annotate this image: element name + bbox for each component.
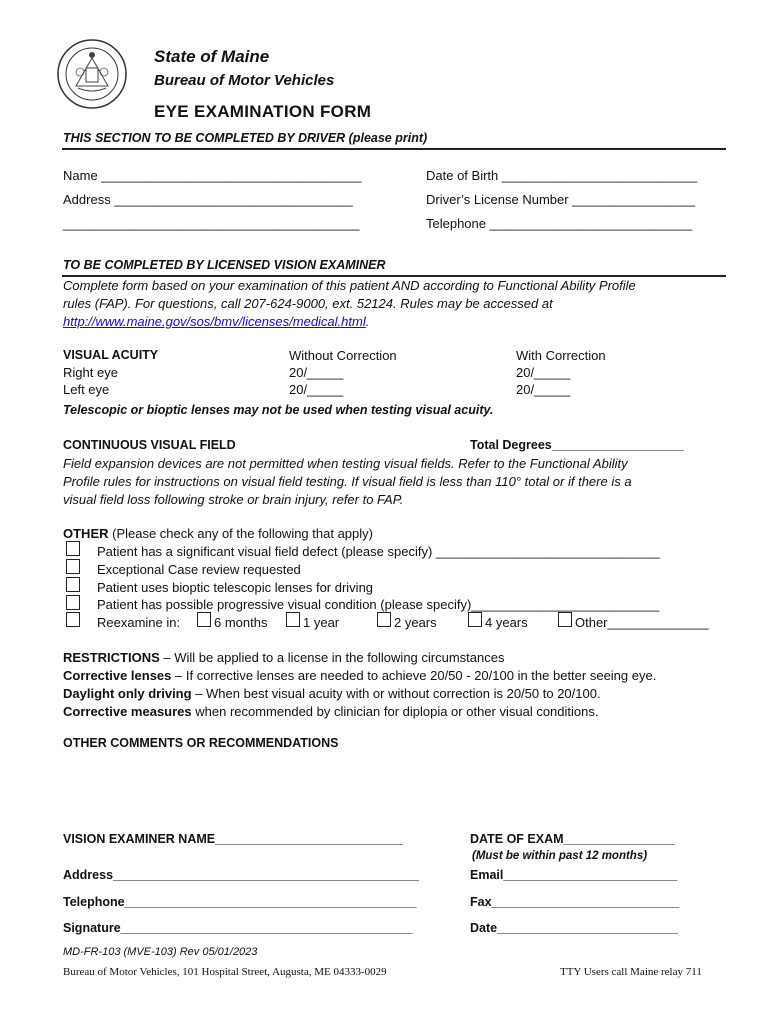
driver-section-heading: THIS SECTION TO BE COMPLETED BY DRIVER (please print)	[63, 131, 428, 145]
examiner-name-field[interactable]: VISION EXAMINER NAME___________________________	[63, 832, 403, 846]
comments-heading: OTHER COMMENTS OR RECOMMENDATIONS	[63, 736, 339, 750]
right-without-field[interactable]: 20/_____	[289, 365, 344, 380]
option-label: 6 months	[214, 615, 268, 630]
footer-tty: TTY Users call Maine relay 711	[560, 966, 702, 978]
rules-link[interactable]: http://www.maine.gov/sos/bmv/licenses/medical.html	[63, 314, 366, 329]
footer-address: Bureau of Motor Vehicles, 101 Hospital Street, Augusta, ME 04333-0029	[63, 966, 387, 978]
signature-date-field[interactable]: Date__________________________	[470, 921, 678, 935]
dob-field[interactable]: Date of Birth ___________________________	[426, 168, 698, 183]
restriction-daylight-only: Daylight only driving – When best visual acuity with or without correction is 20/50 to 20/100.	[63, 686, 601, 701]
state-name: State of Maine	[154, 47, 270, 66]
form-id: MD-FR-103 (MVE-103) Rev 05/01/2023	[63, 946, 258, 958]
without-correction-label: Without Correction	[289, 348, 397, 363]
examiner-instructions-1: Complete form based on your examination of this patient AND according to Functional Ability Profile	[63, 278, 636, 293]
left-without-field[interactable]: 20/_____	[289, 382, 344, 397]
progressive-condition-checkbox[interactable]	[66, 595, 80, 610]
date-of-exam-field[interactable]: DATE OF EXAM________________	[470, 832, 675, 846]
examiner-section-heading: TO BE COMPLETED BY LICENSED VISION EXAMINER	[63, 258, 386, 272]
two-years-checkbox[interactable]	[377, 612, 391, 627]
total-degrees-field[interactable]: Total Degrees___________________	[470, 438, 684, 452]
right-with-field[interactable]: 20/_____	[516, 365, 571, 380]
reexamine-label: Reexamine in:	[97, 615, 181, 630]
field-note-2: Profile rules for instructions on visual field testing. If visual field is less than 110° total or if there is a	[63, 474, 632, 489]
with-correction-label: With Correction	[516, 348, 606, 363]
bureau-name: Bureau of Motor Vehicles	[154, 72, 335, 89]
option-label: Other______________	[575, 615, 709, 630]
section-divider	[62, 275, 726, 277]
other-item-label: Exceptional Case review requested	[97, 562, 301, 577]
acuity-note: Telescopic or bioptic lenses may not be used when testing visual acuity.	[63, 403, 494, 417]
examiner-instructions-2: rules (FAP). For questions, call 207-624-9000, ext. 52124. Rules may be accessed at	[63, 296, 553, 311]
examiner-fax-field[interactable]: Fax___________________________	[470, 895, 680, 909]
option-label: 2 years	[394, 615, 437, 630]
left-with-field[interactable]: 20/_____	[516, 382, 571, 397]
other-heading: OTHER (Please check any of the following that apply)	[63, 526, 373, 541]
six-months-checkbox[interactable]	[197, 612, 211, 627]
other-item-label: Patient has possible progressive visual condition (please specify)__________________________	[97, 597, 660, 612]
license-number-field[interactable]: Driver’s License Number _________________	[426, 192, 696, 207]
option-label: 4 years	[485, 615, 528, 630]
exceptional-case-checkbox[interactable]	[66, 559, 80, 574]
restriction-corrective-measures: Corrective measures when recommended by clinician for diplopia or other visual conditions.	[63, 704, 599, 719]
reexamine-checkbox[interactable]	[66, 612, 80, 627]
examiner-address-field[interactable]: Address____________________________________________	[63, 868, 419, 882]
other-item-label: Patient uses bioptic telescopic lenses for driving	[97, 580, 374, 595]
maine-state-seal	[56, 38, 128, 110]
right-eye-label: Right eye	[63, 365, 118, 380]
visual-field-heading: CONTINUOUS VISUAL FIELD	[63, 438, 236, 452]
visual-field-defect-checkbox[interactable]	[66, 541, 80, 556]
restriction-corrective-lenses: Corrective lenses – If corrective lenses are needed to achieve 20/50 - 20/100 in the better seeing eye.	[63, 668, 657, 683]
other-checkbox[interactable]	[558, 612, 572, 627]
visual-acuity-heading: VISUAL ACUITY	[63, 348, 159, 362]
one-year-checkbox[interactable]	[286, 612, 300, 627]
examiner-instructions-3: http://www.maine.gov/sos/bmv/licenses/medical.html.	[63, 314, 370, 329]
field-note-3: visual field loss following stroke or brain injury, refer to FAP.	[63, 492, 404, 507]
section-divider	[62, 148, 726, 150]
form-title: EYE EXAMINATION FORM	[154, 102, 372, 121]
name-field[interactable]: Name ____________________________________	[63, 168, 362, 183]
bioptic-lenses-checkbox[interactable]	[66, 577, 80, 592]
telephone-field[interactable]: Telephone ____________________________	[426, 216, 693, 231]
field-note-1: Field expansion devices are not permitted when testing visual fields. Refer to the Functional Ability	[63, 456, 628, 471]
other-item-label: Patient has a significant visual field defect (please specify) _______________________________	[97, 544, 661, 559]
option-label: 1 year	[303, 615, 340, 630]
address-line2-field[interactable]: _________________________________________	[63, 216, 360, 231]
examiner-telephone-field[interactable]: Telephone__________________________________________	[63, 895, 417, 909]
comments-area[interactable]	[63, 756, 723, 826]
four-years-checkbox[interactable]	[468, 612, 482, 627]
examiner-email-field[interactable]: Email_________________________	[470, 868, 678, 882]
signature-field[interactable]: Signature__________________________________________	[63, 921, 413, 935]
left-eye-label: Left eye	[63, 382, 110, 397]
date-note: (Must be within past 12 months)	[472, 850, 648, 862]
address-field[interactable]: Address _________________________________	[63, 192, 353, 207]
restrictions-heading: RESTRICTIONS – Will be applied to a license in the following circumstances	[63, 650, 505, 665]
